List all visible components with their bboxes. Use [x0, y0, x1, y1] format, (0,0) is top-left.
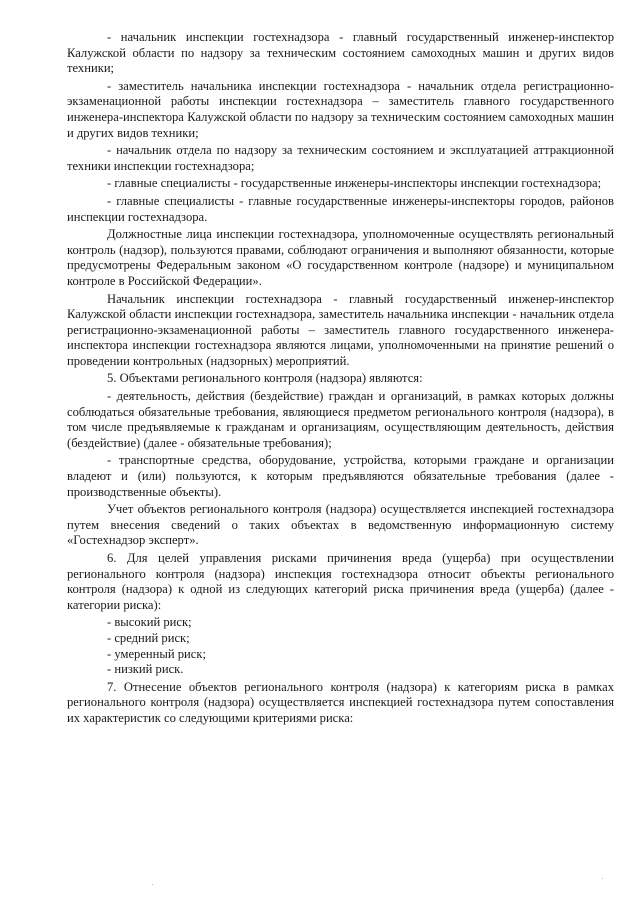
list-item: - высокий риск; [107, 615, 192, 630]
paragraph-chief-specialists-districts: - главные специалисты - главные государственные инженеры-инспекторы городов, районов инспекции гостехнадзора. [67, 193, 614, 224]
scan-speck [152, 884, 153, 885]
list-item: - средний риск; [107, 630, 190, 645]
paragraph-head-of-department: - начальник отдела по надзору за техническим состоянием и эксплуатацией аттракционной техники инспекции гостехнадзора; [67, 143, 614, 173]
scan-speck [602, 878, 603, 879]
paragraph-section-6: 6. Для целей управления рисками причинения вреда (ущерба) при осуществлении регионального контроля (надзора) инспекция гостехнадзора относит объекты регионального контроля (надзора) к одной из следующих категорий риска причинения вреда (ущерба) (далее - категории риска): [67, 551, 614, 612]
paragraph-chief-specialists-state: - главные специалисты - государственные инженеры-инспекторы инспекции гостехнадзора; [107, 176, 602, 191]
paragraph-objects-registry: Учет объектов регионального контроля (надзора) осуществляется инспекцией гостехнадзора путем внесения сведений о таких объектах в ведомственную информационную систему «Гостехнадзор эксперт». [67, 502, 614, 548]
risk-category-list [107, 615, 614, 677]
paragraph-decision-makers: Начальник инспекции гостехнадзора - главный государственный инженер-инспектор Калужской области инспекции гостехнадзора, заместитель начальника инспекции - начальник отдела регистрационно-экзаменационной работы – заместитель главного государственного инженера-инспектора инспекции гостехнадзора являются лицами, уполномоченными на принятие решений о проведении контрольных (надзорных) мероприятий. [67, 291, 614, 368]
paragraph-head-of-inspection: - начальник инспекции гостехнадзора - главный государственный инженер-инспектор Калужской области по надзору за техническим состоянием самоходных машин и других видов техники; [67, 30, 614, 76]
paragraph-objects-vehicles: - транспортные средства, оборудование, устройства, которыми граждане и организации владеют и (или) пользуются, к которым предъявляются обязательные требования (далее - производственные объекты). [67, 453, 614, 499]
paragraph-section-5-heading: 5. Объектами регионального контроля (надзора) являются: [107, 371, 423, 386]
paragraph-deputy-head: - заместитель начальника инспекции гостехнадзора - начальник отдела регистрационно-экзаменационной работы инспекции гостехнадзора – заместитель главного государственного инженера-инспектора Калужской области по надзору за техническим состоянием самоходных машин и других видов техники; [67, 78, 614, 140]
paragraph-section-7: 7. Отнесение объектов регионального контроля (надзора) к категориям риска в рамках регионального контроля (надзора) осуществляется инспекцией гостехнадзора путем сопоставления их характеристик со следующими критериями риска: [67, 679, 614, 725]
list-item: - умеренный риск; [107, 646, 206, 661]
list-item: - низкий риск. [107, 662, 184, 677]
paragraph-objects-activities: - деятельность, действия (бездействие) граждан и организаций, в рамках которых должны соблюдаться обязательные требования, являющиеся предметом регионального контроля (надзора), в том числе предъявляемые к гражданам и организациям, осуществляющим деятельность, действия (бездействие) (далее - обязательные требования); [67, 389, 614, 450]
document-page [67, 30, 614, 729]
paragraph-officials-rights: Должностные лица инспекции гостехнадзора, уполномоченные осуществлять региональный контроль (надзор), пользуются правами, соблюдают ограничения и выполняют обязанности, которые предусмотрены Федеральным законом «О государственном контроле (надзоре) и муниципальном контроле в Российской Федерации». [67, 227, 614, 288]
